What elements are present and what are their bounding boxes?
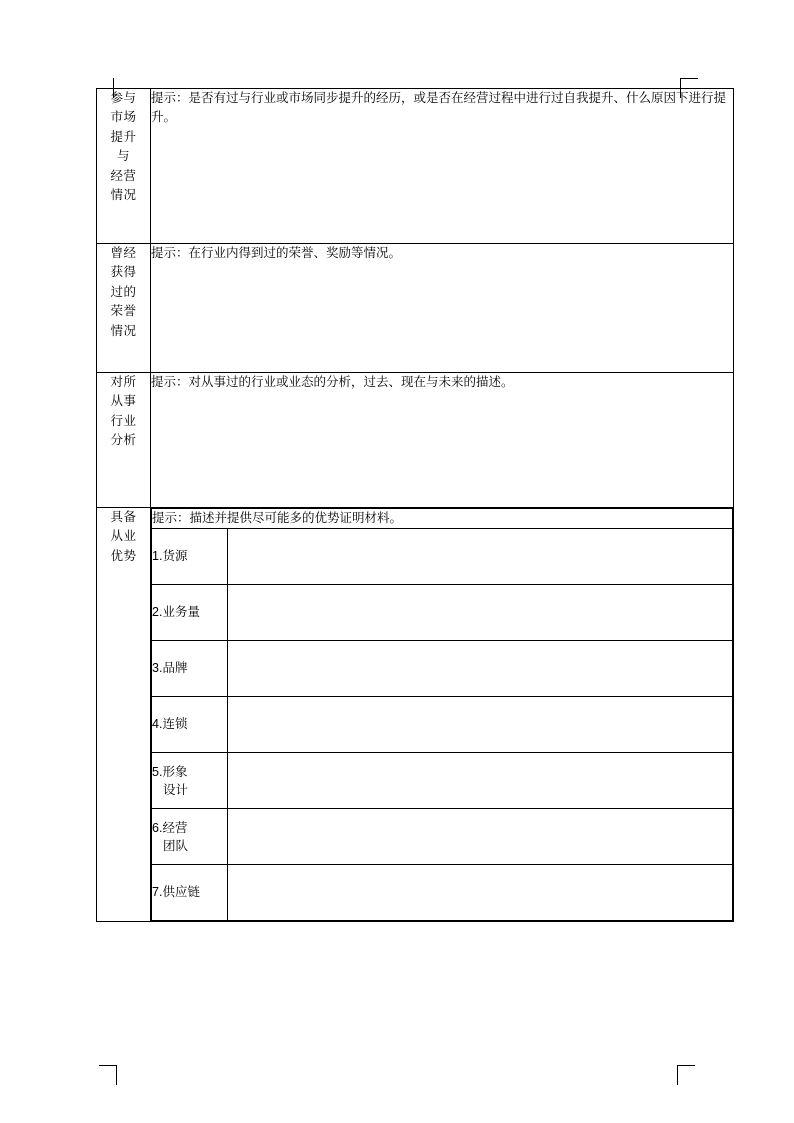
label-line: 对所: [110, 375, 137, 389]
label-line: 提升: [110, 129, 137, 144]
advantage-name: 经营: [162, 820, 188, 835]
list-item: [152, 865, 733, 921]
list-item: [152, 529, 733, 585]
label-line: 情况: [110, 187, 137, 202]
advantages-hint-row: [152, 509, 733, 529]
advantage-name: 业务量: [162, 605, 200, 620]
row-label-honors: [97, 244, 151, 373]
advantage-name: 连锁: [162, 717, 188, 732]
advantage-number: 2.: [152, 605, 163, 620]
table-row-industry-analysis: [97, 373, 734, 508]
advantage-input-management-team[interactable]: [228, 809, 733, 865]
label-line: 获得: [110, 265, 137, 280]
advantage-input-chain[interactable]: [228, 697, 733, 753]
advantage-input-brand[interactable]: [228, 641, 733, 697]
answer-area-industry-analysis[interactable]: [151, 373, 734, 508]
label-line: 与: [116, 149, 130, 164]
answer-area-honors[interactable]: [151, 244, 734, 373]
label-line: 市场: [110, 110, 137, 125]
advantage-label-supply-chain: [152, 865, 228, 921]
table-row-advantages: [97, 508, 734, 922]
label-line: 分析: [110, 433, 137, 448]
hint-text: 提示：描述并提供尽可能多的优势证明材料。: [152, 511, 403, 525]
answer-area-market-improvement[interactable]: [151, 89, 734, 244]
advantage-name: 形象: [162, 764, 188, 779]
row-label-industry-analysis: [97, 373, 151, 508]
hint-text: 提示：对从事过的行业或业态的分析，过去、现在与未来的描述。: [151, 375, 514, 389]
row-label-market-improvement: [97, 89, 151, 244]
hint-text: 提示：是否有过与行业或市场同步提升的经历，或是否在经营过程中进行过自我提升、什么原因下进行提升。: [151, 91, 727, 125]
form-table: [96, 88, 734, 922]
advantage-number: 4.: [152, 717, 163, 732]
advantage-label-image-design: [152, 753, 228, 809]
advantage-input-source[interactable]: [228, 529, 733, 585]
crop-mark-bottom-right-horizontal: [677, 1065, 695, 1066]
label-line: 情况: [110, 323, 137, 338]
advantage-number: 3.: [152, 661, 163, 676]
table-row-honors: [97, 244, 734, 373]
advantage-name-second-line: 设计: [163, 782, 189, 797]
list-item: [152, 585, 733, 641]
list-item: [152, 753, 733, 809]
table-row-market-improvement: [97, 89, 734, 244]
label-line: 具备: [110, 510, 137, 524]
label-line: 曾经: [110, 246, 137, 260]
list-item: [152, 809, 733, 865]
hint-text: 提示：在行业内得到过的荣誉、奖励等情况。: [151, 246, 402, 260]
advantage-label-chain: [152, 697, 228, 753]
label-line: 参与: [110, 91, 137, 105]
label-line: 过的: [110, 284, 137, 299]
advantage-number: 7.: [152, 885, 163, 900]
advantage-number: 6.: [152, 820, 163, 835]
crop-mark-top-right-horizontal: [680, 78, 698, 79]
advantages-hint-cell: [152, 509, 733, 529]
list-item: [152, 641, 733, 697]
list-item: [152, 697, 733, 753]
label-line: 优势: [110, 548, 137, 563]
advantage-label-management-team: [152, 809, 228, 865]
advantage-number: 5.: [152, 764, 163, 779]
advantage-input-supply-chain[interactable]: [228, 865, 733, 921]
advantage-label-brand: [152, 641, 228, 697]
crop-mark-bottom-left: [116, 1065, 117, 1085]
advantages-table: [151, 508, 733, 921]
advantage-name: 供应链: [162, 885, 200, 900]
crop-mark-bottom-left-horizontal: [99, 1065, 117, 1066]
advantage-label-business-volume: [152, 585, 228, 641]
label-line: 行业: [110, 413, 137, 428]
advantage-number: 1.: [152, 549, 163, 564]
advantage-input-image-design[interactable]: [228, 753, 733, 809]
label-line: 从事: [110, 394, 137, 409]
advantage-label-source: [152, 529, 228, 585]
advantage-name: 品牌: [162, 661, 188, 676]
crop-mark-bottom-right: [677, 1065, 678, 1085]
advantage-name-second-line: 团队: [163, 838, 189, 853]
row-label-advantages: [97, 508, 151, 922]
label-line: 荣誉: [110, 304, 137, 319]
label-line: 经营: [110, 168, 137, 183]
label-line: 从业: [110, 529, 137, 544]
advantage-input-business-volume[interactable]: [228, 585, 733, 641]
advantages-container: [151, 508, 734, 922]
advantage-name: 货源: [162, 549, 188, 564]
